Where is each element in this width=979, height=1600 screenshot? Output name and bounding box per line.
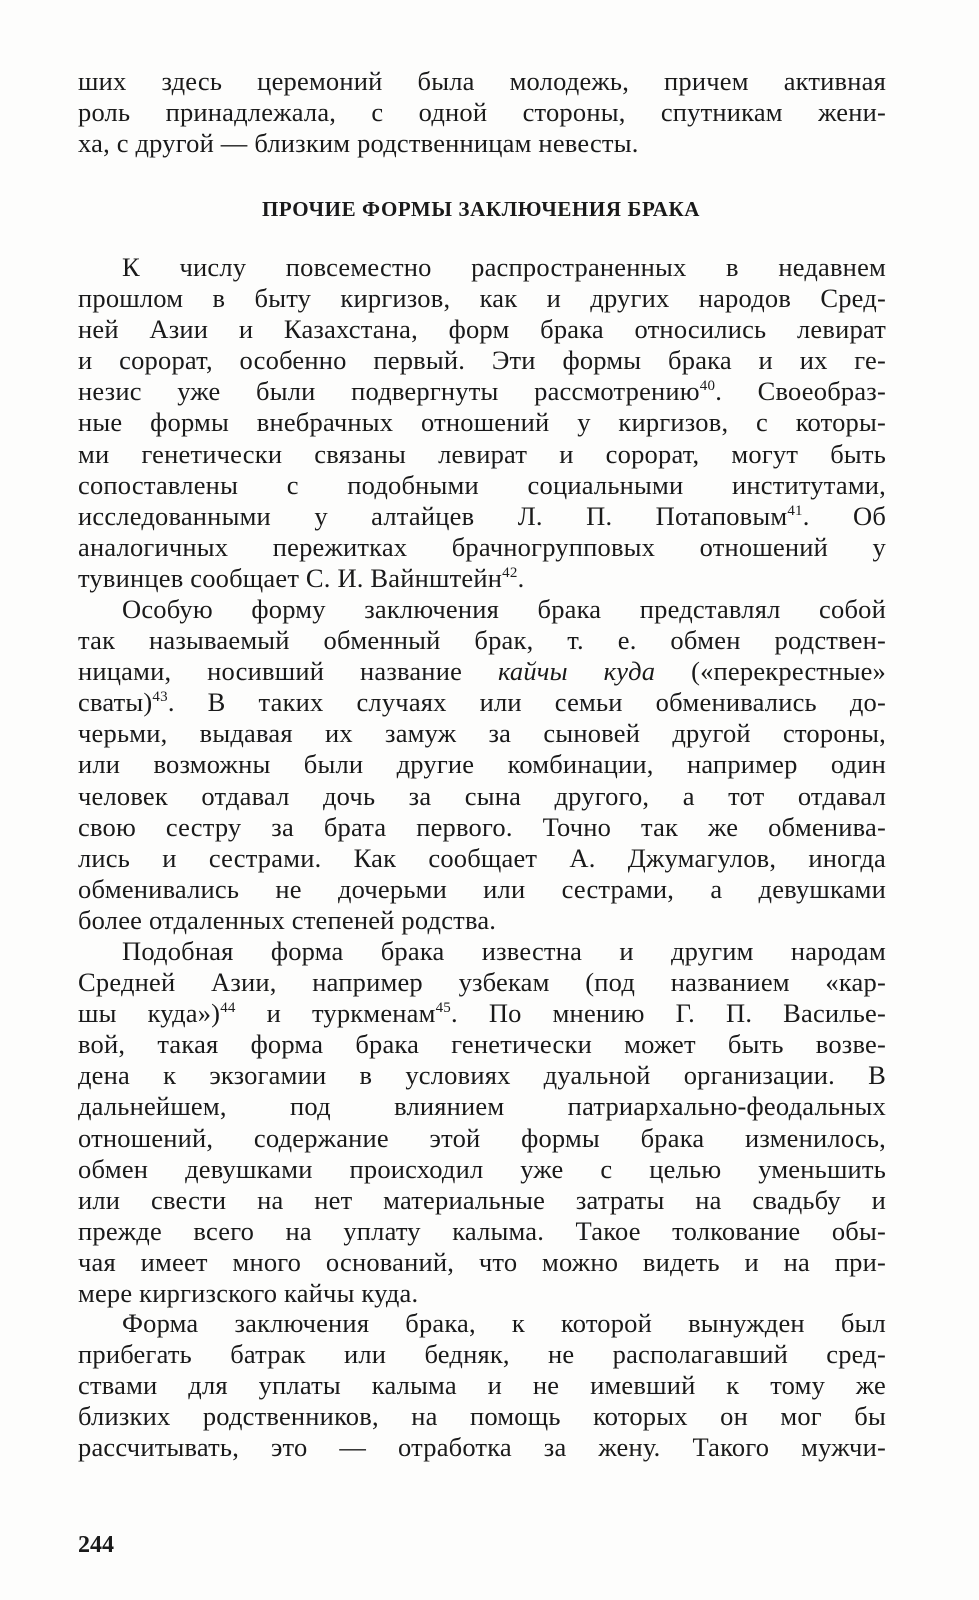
text-line: сопоставлены с подобными социальными институтами, [78,469,886,500]
line-text: сваты) [78,687,153,718]
text-line: роль принадлежала, с одной стороны, спутникам жени- [78,97,886,128]
page-number: 244 [78,1532,114,1558]
text-line: ха, с другой — близким родственницам невесты. [78,128,639,159]
text-line: ней Азии и Казахстана, форм брака относились левират [78,314,886,345]
text-line: свою сестру за брата первого. Точно так же обменива- [78,811,886,842]
line-text: . В таких случаях или семьи обменивались до- [167,687,886,718]
footnote-ref[interactable]: 41 [787,502,803,519]
text-line: Подобная форма брака известна и другим народам [122,936,886,966]
text-line: прибегать батрак или бедняк, не располагавший сред- [78,1339,886,1370]
text-line: лись и сестрами. Как сообщает А. Джумагулов, иногда [78,842,886,873]
line-text: . [517,562,525,593]
footnote-ref[interactable]: 40 [699,378,716,395]
text-line: или возможны были другие комбинации, например один [78,749,886,780]
text-line: аналогичных пережитках брачногрупповых отношений у [78,531,886,562]
paragraph-bride-service [78,1308,886,1463]
term-kaichy-kuda: кайчы куда [497,656,656,687]
footnote-ref[interactable]: 43 [152,689,168,706]
line-text: шы куда») [78,998,221,1029]
text-line: более отдаленных степеней родства. [78,904,497,935]
line-text: и туркменам [235,998,436,1029]
text-line: так называемый обменный брак, т. е. обмен родствен- [78,625,886,656]
text-line: Средней Азии, например узбекам (под названием «кар- [78,967,886,998]
text-line: К числу повсеместно распространенных в недавнем [122,252,886,282]
text-line: мере киргизского кайчы куда. [78,1278,419,1309]
text-line: прошлом в быту киргизов, как и других народов Сред- [78,283,886,314]
text-line: ные формы внебрачных отношений у киргизов, с которы- [78,407,886,438]
text-line [78,687,886,718]
text-line: дена к экзогамии в условиях дуальной организации. В [78,1060,886,1091]
line-text: незис уже были подвергнуты рассмотрению [78,376,700,407]
footnote-ref[interactable]: 42 [502,564,518,581]
paragraph-exchange-marriage [78,594,886,936]
text-line: прежде всего на уплату калыма. Такое толкование обы- [78,1215,886,1246]
text-line: ми генетически связаны левират и сорорат, могут быть [78,438,886,469]
footnote-ref[interactable]: 44 [220,1000,236,1017]
text-line: ших здесь церемоний была молодежь, причем активная [78,66,886,96]
text-line [78,656,886,687]
continuation-paragraph [78,66,886,159]
text-line: Форма заключения брака, к которой вынужден был [122,1308,886,1338]
text-line: вой, такая форма брака генетически может быть возве- [78,1029,886,1060]
line-text: ницами, носивший название [78,656,498,687]
line-text: . Своеобраз- [715,376,886,407]
text-line: отношений, содержание этой формы брака изменилось, [78,1122,886,1153]
line-text: («перекрестные» [655,656,886,687]
text-line: обменивались не дочерьми или сестрами, а девушками [78,873,886,904]
section-heading: ПРОЧИЕ ФОРМЫ ЗАКЛЮЧЕНИЯ БРАКА [262,197,701,221]
text-line: рассчитывать, это — отработка за жену. Такого мужчи- [78,1432,886,1463]
text-line: и сорорат, особенно первый. Эти формы брака и их ге- [78,345,886,376]
footnote-ref[interactable]: 45 [435,1000,452,1017]
text-line: чая имеет много оснований, что можно видеть и на при- [78,1246,886,1277]
text-line: близких родственников, на помощь которых он мог бы [78,1401,886,1432]
text-line: дальнейшем, под влиянием патриархально-феодальных [78,1091,886,1122]
paragraph-levirate [78,252,886,594]
text-line [78,501,886,532]
text-line [78,998,886,1029]
text-line: или свести на нет материальные затраты на свадьбу и [78,1184,886,1215]
text-line: черьми, выдавая их замуж за сыновей другой стороны, [78,718,886,749]
text-line: Особую форму заключения брака представлял собой [122,594,886,624]
text-line [78,376,886,407]
line-text: . Об [802,500,886,531]
line-text: исследованными у алтайцев Л. П. Потаповым [78,500,788,531]
text-line: обмен девушками происходил уже с целью уменьшить [78,1153,886,1184]
line-text: тувинцев сообщает С. И. Вайнштейн [78,562,503,593]
line-text: . По мнению Г. П. Васильe- [451,998,886,1029]
text-line: человек отдавал дочь за сына другого, а тот отдавал [78,780,886,811]
text-line: ствами для уплаты калыма и не имевший к тому же [78,1370,886,1401]
text-line [78,563,886,594]
paragraph-other-peoples [78,936,886,1309]
